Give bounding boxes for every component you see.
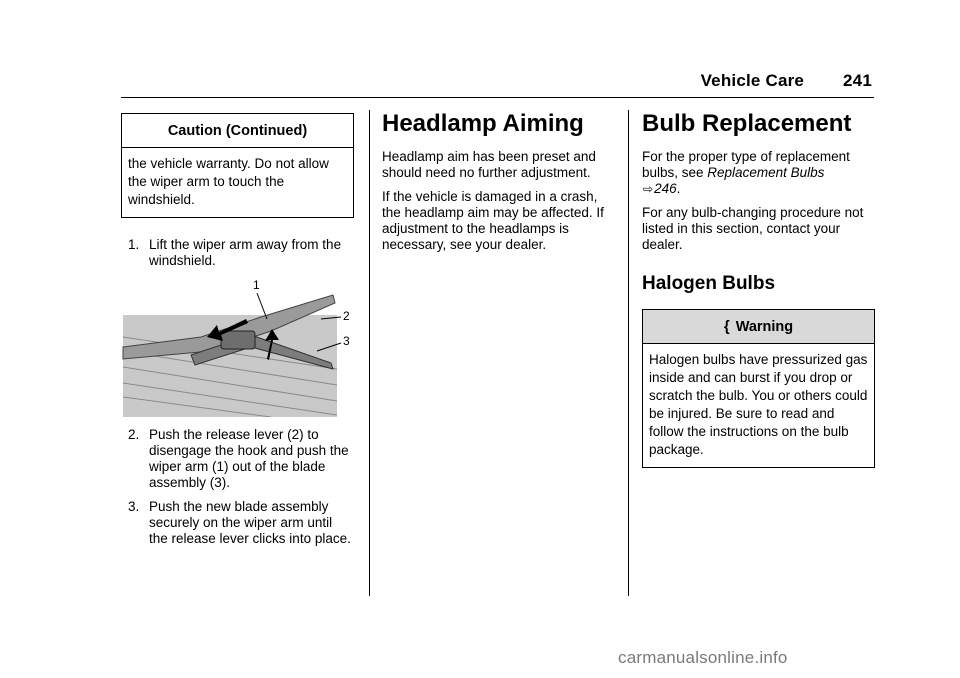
step-number: 2.	[128, 427, 140, 442]
page-number: 241	[843, 71, 872, 90]
warning-title: Warning	[735, 319, 794, 335]
bulb-replacement-heading: Bulb Replacement	[642, 110, 852, 137]
column-1	[121, 113, 354, 555]
paragraph	[642, 149, 875, 197]
headlamp-aiming-heading: Headlamp Aiming	[382, 110, 584, 137]
step-3	[121, 499, 354, 547]
section-title: Vehicle Care	[700, 71, 805, 90]
step-2	[121, 427, 354, 491]
ref-page[interactable]: 246	[654, 181, 677, 196]
replacement-bulbs-link[interactable]: Replacement Bulbs	[707, 165, 825, 180]
figure-label-2: 2	[343, 309, 350, 323]
figure-label-3: 3	[343, 334, 350, 348]
step-number: 3.	[128, 499, 140, 514]
watermark: carmanualsonline.info	[618, 648, 788, 667]
caution-text: the vehicle warranty. Do not allow the wiper arm to touch the windshield.	[128, 156, 329, 207]
warning-text: Halogen bulbs have pressurized gas inside and can burst if you drop or scratch the bulb. You or others could be injured. Be sure to read and follow the instructions on the bulb package.	[649, 352, 868, 457]
step-number: 1.	[128, 237, 140, 252]
header-rule	[121, 97, 874, 98]
warning-box	[642, 309, 875, 468]
step-text: Push the release lever (2) to disengage the hook and push the wiper arm (1) out of the blade assembly (3).	[149, 427, 349, 490]
caution-title: Caution (Continued)	[122, 114, 353, 148]
warning-icon: {	[723, 318, 730, 335]
step-text: Lift the wiper arm away from the windshield.	[149, 237, 342, 268]
page-ref-icon: ⇨	[643, 182, 654, 196]
column-2	[382, 111, 614, 261]
warning-header	[643, 310, 874, 344]
wiper-figure	[121, 277, 354, 417]
figure-label-1: 1	[253, 278, 260, 292]
ref-end: .	[676, 181, 681, 196]
paragraph: Headlamp aim has been preset and should need no further adjustment.	[382, 149, 596, 180]
column-divider-2	[628, 110, 629, 596]
column-3	[642, 111, 875, 468]
halogen-bulbs-heading: Halogen Bulbs	[642, 273, 776, 294]
release-lever	[221, 331, 255, 349]
paragraph: If the vehicle is damaged in a crash, the headlamp aim may be affected. If adjustment to the headlamps is necessary, see your dealer.	[382, 189, 604, 252]
caution-box	[121, 113, 354, 218]
ref-intro: For the proper type of replacement bulbs, see	[642, 149, 850, 180]
column-divider-1	[369, 110, 370, 596]
page-header	[701, 71, 872, 91]
step-1	[121, 237, 354, 269]
step-text: Push the new blade assembly securely on the wiper arm until the release lever clicks into place.	[149, 499, 351, 546]
paragraph: For any bulb-changing procedure not listed in this section, contact your dealer.	[642, 205, 864, 252]
